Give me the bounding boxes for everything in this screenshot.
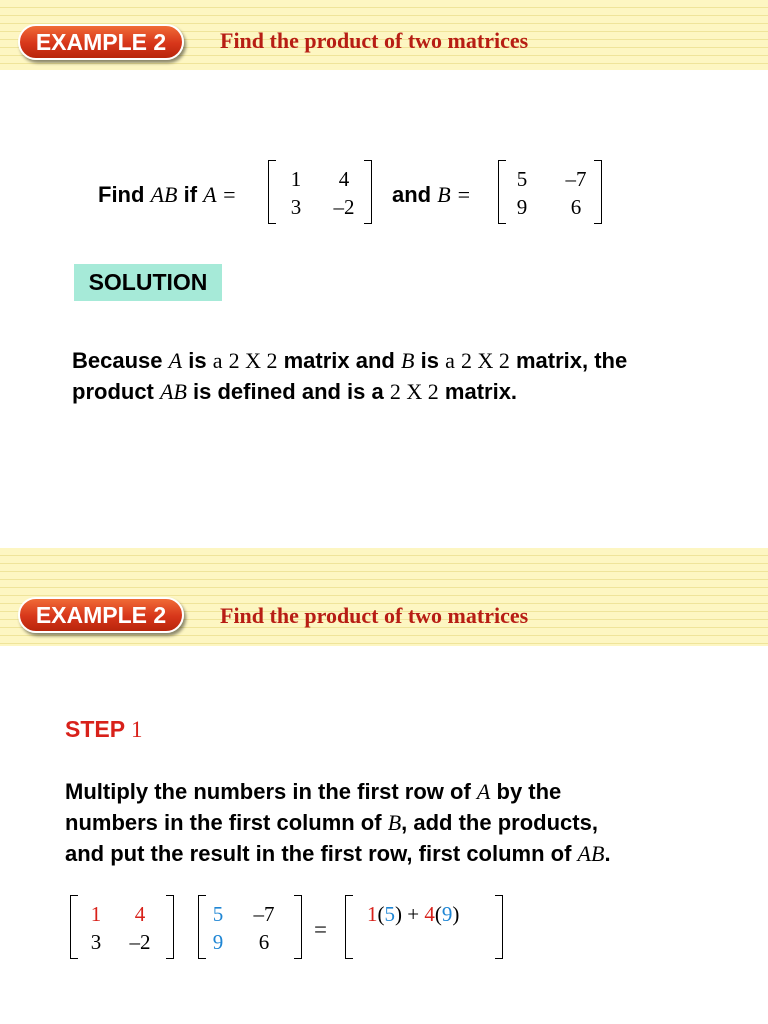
- result-term: 4: [424, 902, 435, 926]
- step-word: STEP: [65, 716, 125, 742]
- matrix-a-colored: [70, 895, 174, 959]
- matrix-and-text: matrix and: [283, 348, 395, 373]
- left-bracket: [345, 895, 353, 959]
- problem-and-b: [392, 182, 471, 208]
- var-b: B: [401, 348, 415, 373]
- article-a: a: [212, 348, 223, 373]
- matrix-a-r2c1: 3: [290, 195, 302, 219]
- var-b: B: [387, 810, 402, 835]
- result-term: 9: [441, 902, 453, 926]
- matrix-b-r1c1: 5: [212, 902, 224, 926]
- right-bracket: [166, 895, 174, 959]
- article-a: a: [445, 348, 455, 373]
- paragraph-line-1: [72, 345, 742, 376]
- matrix-a: [268, 160, 372, 224]
- matrix-b-r2c1: 9: [516, 195, 528, 219]
- slide-2: [0, 512, 768, 1024]
- left-bracket: [268, 160, 276, 224]
- var-a: A: [476, 779, 491, 804]
- matrix-a-r1c2: 4: [134, 902, 146, 926]
- instruction-line-2: [65, 807, 755, 838]
- example-badge: EXAMPLE 2: [18, 24, 184, 60]
- paren-plus: ) +: [395, 902, 420, 926]
- is-word: is: [420, 348, 439, 373]
- matrix-b-r1c2: –7: [253, 902, 275, 926]
- find-word: Find: [98, 182, 145, 207]
- product-word: product: [72, 379, 154, 404]
- matrix-result: [345, 895, 503, 959]
- var-ab: AB: [577, 841, 605, 866]
- instruction-line-1: [65, 776, 755, 807]
- is-word: is: [188, 348, 207, 373]
- matrix-a-r1c2: 4: [338, 167, 350, 191]
- matrix-b-colored: [198, 895, 302, 959]
- matrix-a-r1c1: 1: [290, 167, 302, 191]
- paragraph-line-2: [72, 376, 742, 407]
- instruction-text: and put the result in the first row, first column of: [65, 841, 572, 866]
- solution-paragraph: [72, 345, 742, 407]
- dimension-2x2: 2 X 2: [389, 379, 439, 404]
- matrix-a-r1c1: 1: [90, 902, 102, 926]
- instruction-text: , add the products,: [401, 810, 598, 835]
- equals-sign: =: [314, 917, 327, 942]
- result-r1c1-expression: [367, 901, 459, 927]
- instruction-text: numbers in the first column of: [65, 810, 382, 835]
- matrix-b: [498, 160, 602, 224]
- matrix-b-r2c2: 6: [570, 195, 582, 219]
- and-word: and: [392, 182, 432, 207]
- result-term: 1: [367, 902, 378, 926]
- instruction-text: .: [604, 841, 611, 866]
- matrix-b-r1c2: –7: [565, 167, 587, 191]
- solution-label: SOLUTION: [74, 264, 222, 301]
- right-bracket: [495, 895, 503, 959]
- matrix-b-r1c1: 5: [516, 167, 528, 191]
- problem-find-ab: [98, 182, 237, 208]
- because-word: Because: [72, 348, 163, 373]
- dimension-2x2: 2 X 2: [460, 348, 510, 373]
- matrix-b-r2c1: 9: [212, 930, 224, 954]
- dimension-2x2: 2 X 2: [228, 348, 278, 373]
- right-bracket: [364, 160, 372, 224]
- matrix-a-r2c2: –2: [129, 930, 151, 954]
- instruction-text: by the: [496, 779, 562, 804]
- step-number: 1: [131, 717, 143, 742]
- matrix-b-r2c2: 6: [258, 930, 270, 954]
- paren: (: [434, 902, 442, 926]
- matrix-a-r2c1: 3: [90, 930, 102, 954]
- var-ab: AB: [160, 379, 187, 404]
- right-bracket: [294, 895, 302, 959]
- header-title: Find the product of two matrices: [220, 603, 529, 628]
- ab-var: AB: [150, 182, 178, 207]
- paren: (: [377, 902, 385, 926]
- b-equals: B =: [437, 182, 472, 207]
- defined-text: is defined and is a: [193, 379, 384, 404]
- var-a: A: [168, 348, 183, 373]
- step-label: [65, 716, 143, 743]
- header-title: Find the product of two matrices: [220, 28, 529, 53]
- paren: ): [452, 902, 460, 926]
- example-badge: EXAMPLE 2: [18, 597, 184, 633]
- if-word: if: [183, 182, 198, 207]
- step-instruction: [65, 776, 755, 869]
- result-term: 5: [384, 902, 395, 926]
- matrix-the-text: matrix, the: [515, 348, 628, 373]
- instruction-line-3: [65, 838, 755, 869]
- matrix-end-text: matrix.: [444, 379, 518, 404]
- a-equals: A =: [203, 182, 237, 207]
- matrix-a-r2c2: –2: [333, 195, 355, 219]
- instruction-text: Multiply the numbers in the first row of: [65, 779, 471, 804]
